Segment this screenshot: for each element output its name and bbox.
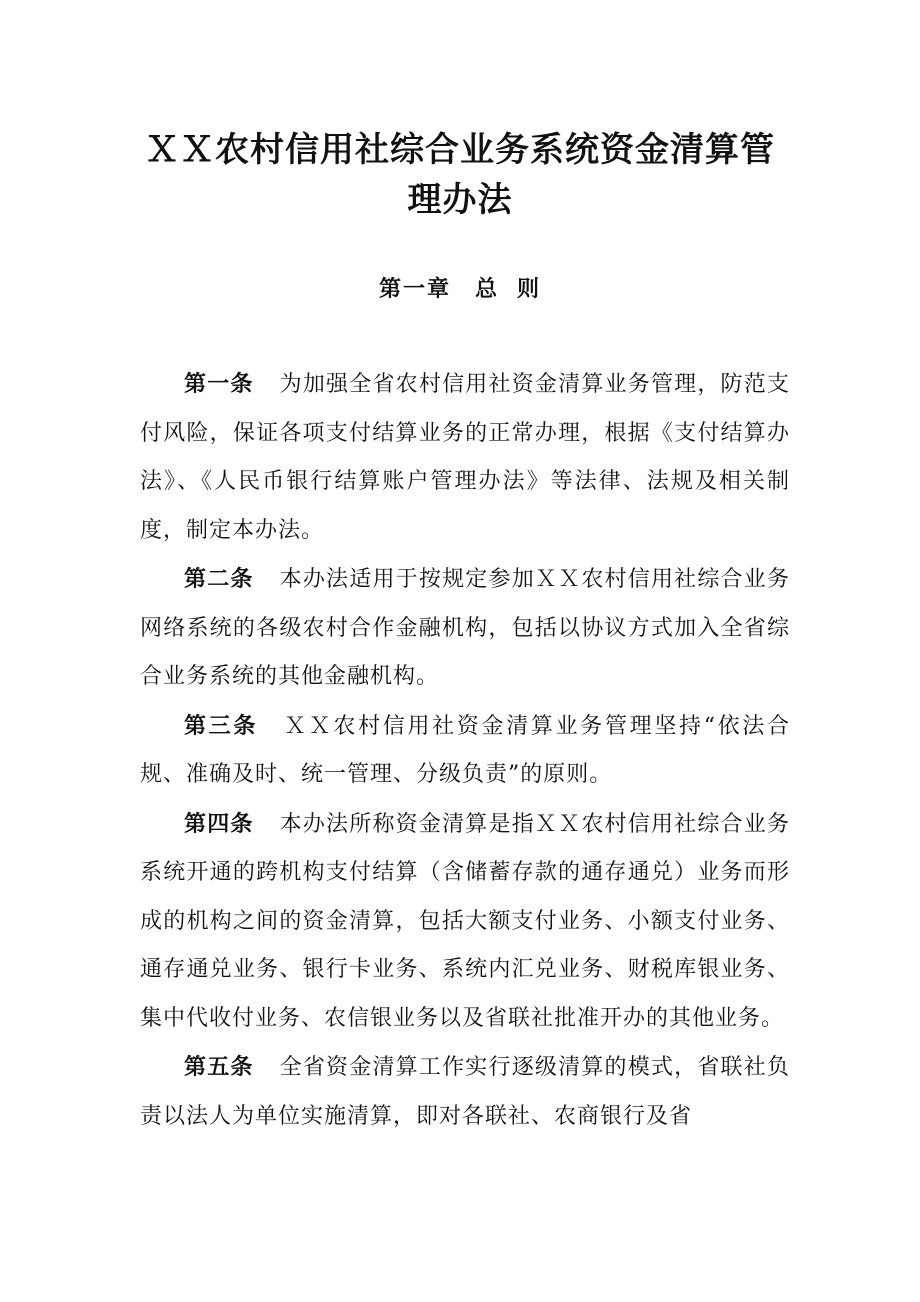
article-text: ＸＸ农村信用社资金清算业务管理坚持“依法合规、准确及时、统一管理、分级负责”的原则。 [140, 713, 790, 787]
article-2 [140, 555, 790, 702]
article-4 [140, 800, 790, 1044]
article-text: 全省资金清算工作实行逐级清算的模式，省联社负责以法人为单位实施清算，即对各联社、农商银行及省 [140, 1055, 790, 1129]
article-label: 第二条 [184, 566, 254, 592]
article-1 [140, 360, 790, 555]
article-text: 本办法适用于按规定参加ＸＸ农村信用社综合业务网络系统的各级农村合作金融机构，包括以协议方式加入全省综合业务系统的其他金融机构。 [140, 567, 790, 689]
article-label: 第五条 [184, 1054, 254, 1080]
article-list [140, 360, 790, 1141]
article-5 [140, 1043, 790, 1141]
article-text: 本办法所称资金清算是指ＸＸ农村信用社综合业务系统开通的跨机构支付结算（含储蓄存款的通存通兑）业务而形成的机构之间的资金清算，包括大额支付业务、小额支付业务、通存通兑业务、银行卡业务、系统内汇兑业务、财税库银业务、集中代收付业务、农信银业务以及省联社批准开办的其他业务。 [140, 811, 790, 1031]
chapter-heading [0, 272, 920, 303]
article-3 [140, 702, 790, 800]
article-label: 第四条 [184, 810, 254, 837]
chapter-title-part-1: 总 [474, 276, 499, 302]
chapter-title-part-2: 则 [517, 276, 542, 302]
document-title-line-2: 理办法 [407, 180, 513, 220]
article-text: 为加强全省农村信用社资金清算业务管理，防范支付风险，保证各项支付结算业务的正常办理，根据《支付结算办法》、《人民币银行结算账户管理办法》等法律、法规及相关制度，制定本办法。 [140, 372, 790, 543]
article-label: 第一条 [184, 371, 254, 397]
document-title-line-1: ＸＸ农村信用社综合业务系统资金清算管 [145, 130, 775, 170]
article-label: 第三条 [184, 712, 259, 739]
chapter-number: 第一章 [378, 276, 451, 302]
